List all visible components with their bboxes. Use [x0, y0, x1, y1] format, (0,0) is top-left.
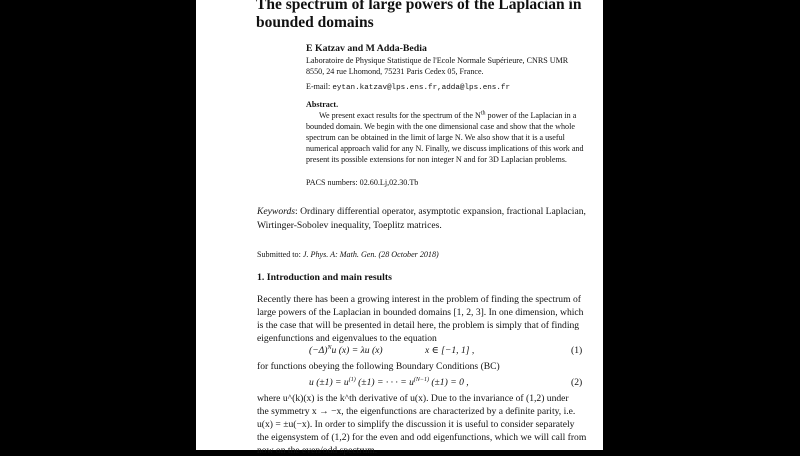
- authors: E Katzav and M Adda-Bedia: [306, 43, 427, 54]
- intro-line-2: large powers of the Laplacian in bounded domains [1, 2, 3]. In one dimension, which: [257, 307, 584, 318]
- abstract-line-5: present its possible extensions for non integer N and for 3D Laplacian problems.: [306, 155, 567, 164]
- keywords-line-1: Keywords: Ordinary differential operator, asymptotic expansion, fractional Laplacian,: [257, 206, 586, 217]
- abstract-line-4: numerical approach valid for any N. Finally, we discuss implications of this work and: [306, 144, 584, 153]
- equation-2-number: (2): [571, 377, 583, 388]
- equation-2: u $(\pm 1) = u^{(1)}$ (±1) = · · · = $u^{(N-1)}$ (±1) = 0 ,: [309, 376, 469, 388]
- section-heading: 1. Introduction and main results: [257, 272, 392, 283]
- after-line-1: where u^(k)(x) is the k^th derivative of u(x). Due to the invariance of (1,2) under: [257, 393, 569, 404]
- after-line-4: the eigensystem of (1,2) for the even and odd eigenfunctions, which we will call from: [257, 432, 587, 443]
- after-line-5: now on the even/odd spectrum.: [257, 445, 378, 456]
- affiliation-line-1: Laboratoire de Physique Statistique de l'Ecole Normale Supérieure, CNRS UMR: [306, 56, 569, 65]
- email-address[interactable]: eytan.katzav@lps.ens.fr,adda@lps.ens.fr: [332, 84, 511, 92]
- abstract-line-2: bounded domain. We begin with the one dimensional case and show that the whole: [306, 122, 575, 131]
- pacs-numbers: PACS numbers: 02.60.Lj,02.30.Tb: [306, 178, 419, 187]
- abstract-heading: Abstract.: [306, 100, 339, 109]
- equation-1-number: (1): [571, 345, 583, 356]
- intro-line-1: Recently there has been a growing interest in the problem of finding the spectrum of: [257, 294, 581, 305]
- after-line-3: u(x) = ±u(−x). In order to simplify the discussion it is useful to consider separately: [257, 419, 575, 430]
- equation-1: $(-\Delta)^Nu$ (x) = λu (x): [309, 344, 383, 356]
- intro-line-3: is the case that will be presented in detail here, the problem is simply that of finding: [257, 320, 580, 331]
- equation-1-domain: x ∈ [−1, 1] ,: [425, 345, 475, 356]
- submitted-line: Submitted to: J. Phys. A: Math. Gen. (28 October 2018): [257, 250, 439, 259]
- intro-line-4: eigenfunctions and eigenvalues to the equation: [257, 333, 437, 344]
- after-line-2: the symmetry x → −x, the eigenfunctions are characterized by a definite parity, i.e.: [257, 406, 576, 417]
- keywords-line-2: Wirtinger-Sobolev inequality, Toeplitz matrices.: [257, 220, 442, 231]
- paper-title-line-1: The spectrum of large powers of the Laplacian in: [256, 0, 582, 13]
- abstract-line-3: spectrum can be obtained in the limit of large N. We also show that it is a useful: [306, 133, 565, 142]
- abstract-line-1: We present exact results for the spectrum of the $N^{th}$ power of the Laplacian in a: [319, 110, 577, 120]
- paper-title-line-2: bounded domains: [256, 14, 374, 31]
- paper-page: [196, 0, 603, 456]
- email-line: [306, 82, 510, 92]
- bc-line: for functions obeying the following Boundary Conditions (BC): [257, 361, 500, 372]
- email-label: E-mail:: [306, 82, 331, 91]
- affiliation-line-2: 8550, 24 rue Lhomond, 75231 Paris Cedex 05, France.: [306, 67, 484, 76]
